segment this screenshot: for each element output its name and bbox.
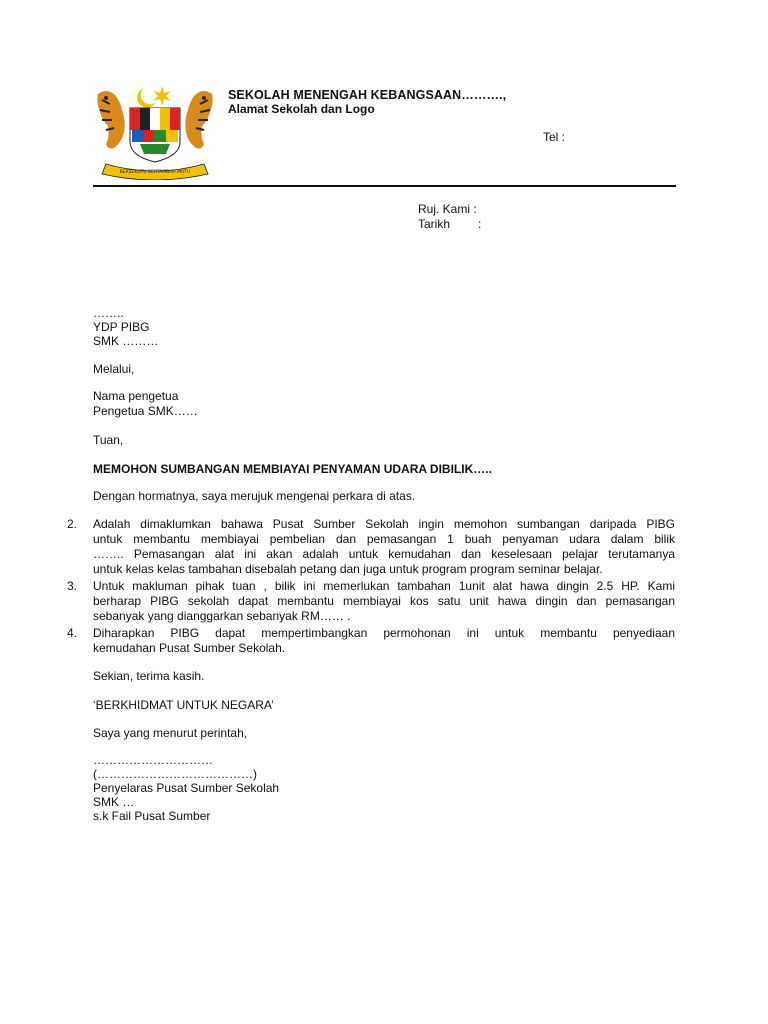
paragraph-4-line: kemudahan Pusat Sumber Sekolah. — [93, 641, 286, 655]
header-divider — [93, 185, 676, 187]
closing-obedient: Saya yang menurut perintah, — [93, 726, 248, 740]
paragraph-2-line: untuk kelas kelas tambahan disebalah petang dan juga untuk program program seminar belajar. — [93, 562, 603, 576]
recipient-line-2: YDP PIBG — [93, 320, 150, 334]
paragraph-number-2: 2. — [67, 517, 78, 531]
via-label: Melalui, — [93, 362, 135, 376]
paragraph-2 — [93, 517, 675, 577]
paragraph-2-line: …….. Pemasangan alat ini akan adalah untuk kemudahan dan keselesaan pelajar terutamanya — [93, 547, 675, 561]
closing-thanks: Sekian, terima kasih. — [93, 669, 205, 683]
via-title: Pengetua SMK…… — [93, 404, 198, 418]
tel-label: Tel : — [543, 130, 566, 144]
paragraph-2-line: Adalah dimaklumkan bahawa Pusat Sumber Sekolah ingin memohon sumbangan daripada PIBG — [93, 517, 675, 531]
paragraph-4 — [93, 626, 675, 656]
paragraph-4-line: Diharapkan PIBG dapat mempertimbangkan permohonan ini untuk membantu penyediaan — [93, 626, 675, 640]
carbon-copy: s.k Fail Pusat Sumber — [93, 809, 211, 823]
salutation: Tuan, — [93, 433, 124, 447]
closing-motto: ‘BERKHIDMAT UNTUK NEGARA’ — [93, 698, 274, 712]
paragraph-2-line: untuk membantu membiayai pembelian dan pemasangan 1 buah penyaman udara dalam bilik — [93, 532, 675, 546]
signatory-school: SMK … — [93, 795, 135, 809]
paragraph-number-4: 4. — [67, 626, 78, 640]
subject-heading: MEMOHON SUMBANGAN MEMBIAYAI PENYAMAN UDARA DIBILIK….. — [93, 462, 492, 476]
paragraph-3-line: sebanyak yang dianggarkan sebanyak RM…… . — [93, 609, 351, 623]
recipient-line-1: …….. — [93, 306, 124, 320]
tarikh-label: Tarikh — [418, 217, 451, 231]
paragraph-3 — [93, 579, 675, 624]
signature-name: (…………………………………) — [93, 767, 257, 781]
signatory-position: Penyelaras Pusat Sumber Sekolah — [93, 781, 280, 795]
ref-ruj — [418, 202, 477, 216]
malaysia-crest-logo — [92, 84, 218, 180]
ref-tarikh — [418, 217, 481, 231]
paragraph-number-3: 3. — [67, 579, 78, 593]
paragraph-3-line: Untuk makluman pihak tuan , bilik ini memerlukan tambahan 1unit alat hawa dingin 2.5 HP. Kami — [93, 579, 675, 593]
recipient-line-3: SMK ……… — [93, 334, 159, 348]
signature-dots: ………………………… — [93, 753, 213, 767]
school-address: Alamat Sekolah dan Logo — [228, 102, 375, 116]
intro-paragraph: Dengan hormatnya, saya merujuk mengenai perkara di atas. — [93, 489, 416, 503]
tarikh-colon: : — [478, 217, 482, 231]
via-name: Nama pengetua — [93, 389, 179, 403]
paragraph-3-line: berharap PIBG sekolah dapat membantu membiayai kos satu unit hawa dingin dan pemasangan — [93, 594, 675, 608]
ruj-kami-label: Ruj. Kami : — [418, 202, 477, 216]
school-name: SEKOLAH MENENGAH KEBANGSAAN………., — [228, 88, 507, 102]
crest-motto: BERSEKUTU BERTAMBAH MUTU — [119, 170, 191, 175]
